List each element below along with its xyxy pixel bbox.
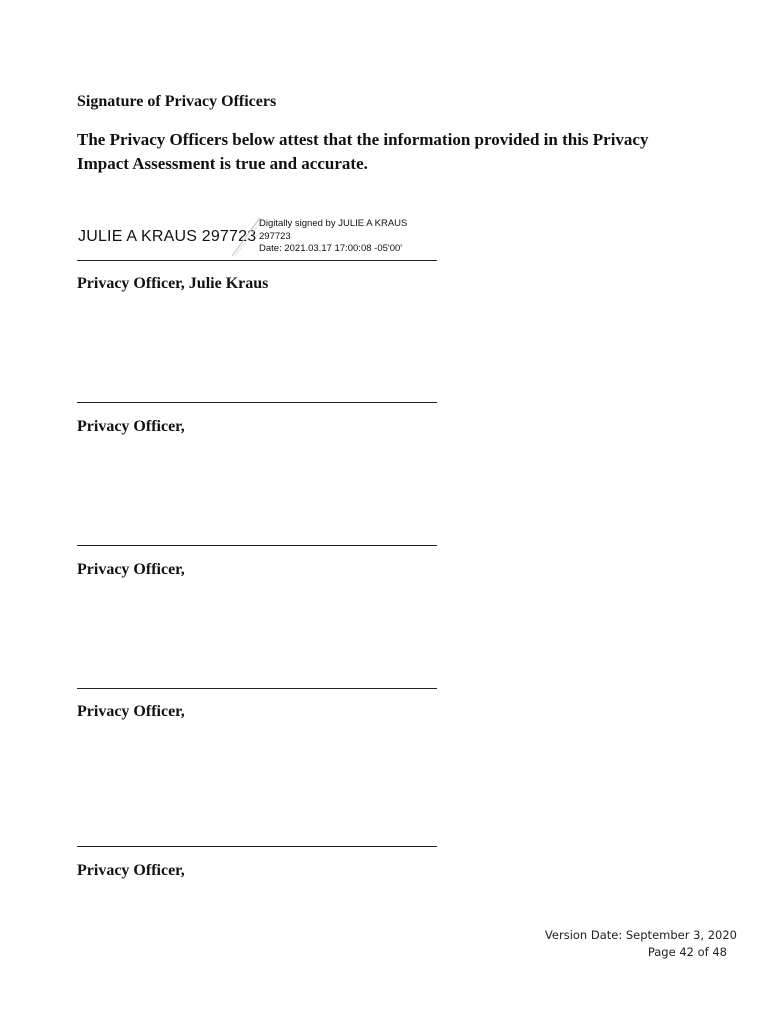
signature-name: JULIE A KRAUS 297723 xyxy=(78,228,257,245)
signature-line xyxy=(77,846,437,847)
officer-label: Privacy Officer, xyxy=(77,862,185,879)
version-date: Version Date: September 3, 2020 xyxy=(544,928,737,942)
page-number: Page 42 of 48 xyxy=(647,945,727,959)
signature-detail-line: 297723 xyxy=(259,230,291,242)
signature-line xyxy=(77,402,437,403)
signature-line xyxy=(77,545,437,546)
officer-label: Privacy Officer, xyxy=(77,561,185,578)
digital-signature[interactable] xyxy=(77,214,437,260)
signature-mark-icon xyxy=(229,216,263,258)
officer-label: Privacy Officer, xyxy=(77,703,185,720)
attestation-text: The Privacy Officers below attest that the information provided in this Privacy Impact Assessment is true and accurate. xyxy=(77,130,649,173)
page-footer xyxy=(520,927,740,961)
officer-label: Privacy Officer, Julie Kraus xyxy=(77,275,269,292)
officer-label: Privacy Officer, xyxy=(77,418,185,435)
signature-details xyxy=(259,218,407,256)
signature-detail-line: Date: 2021.03.17 17:00:08 -05'00' xyxy=(259,243,403,254)
signature-line xyxy=(77,688,437,689)
signature-line xyxy=(77,260,437,261)
signature-detail-line: Digitally signed by JULIE A KRAUS xyxy=(259,218,408,229)
section-heading: Signature of Privacy Officers xyxy=(77,93,277,110)
